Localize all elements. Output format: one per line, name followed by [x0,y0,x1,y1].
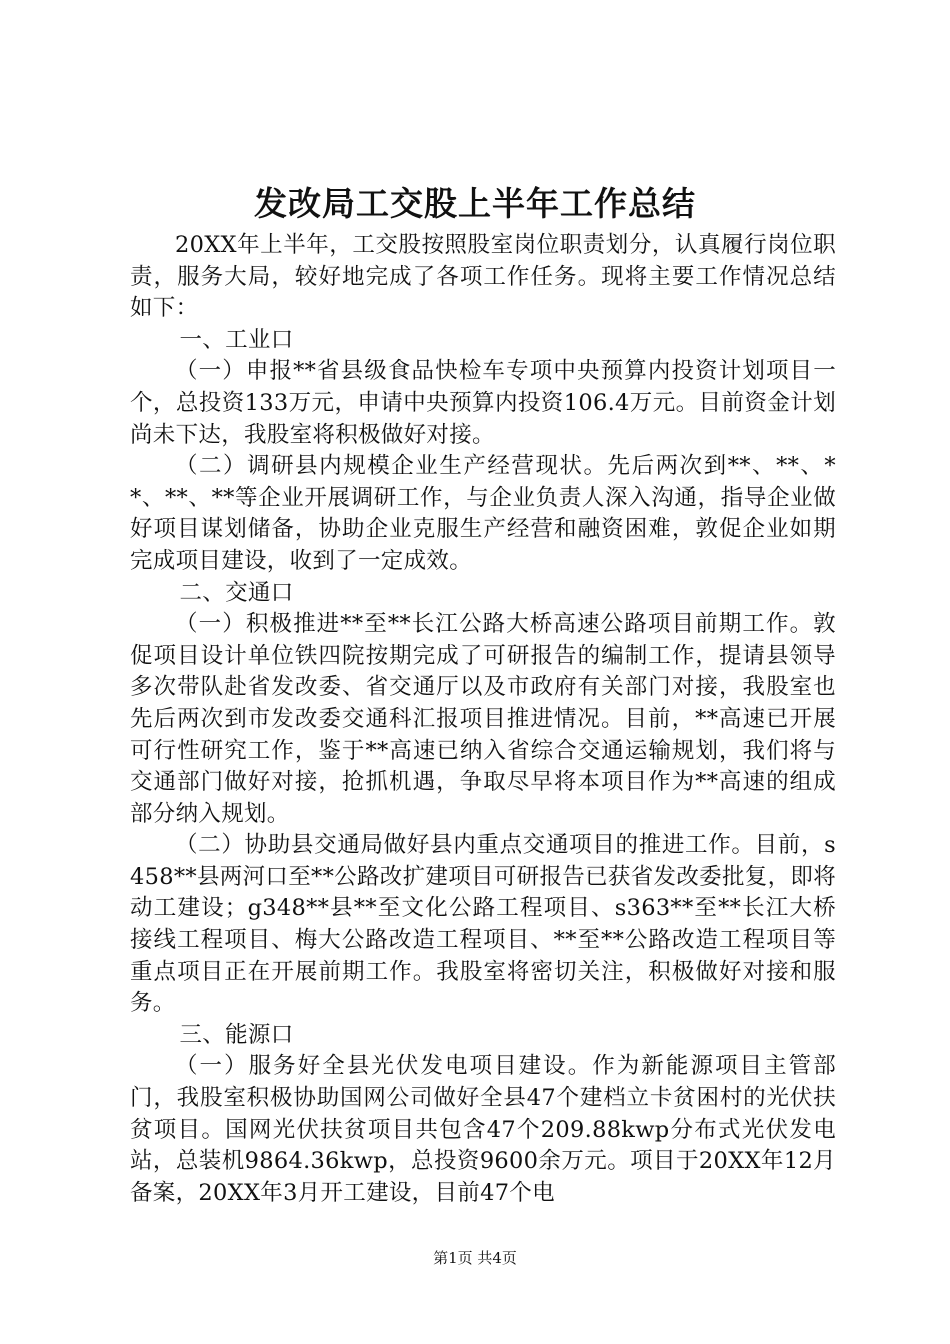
section-heading-transport: 二、交通口 [179,579,294,606]
document-body [130,230,836,1209]
document-title: 发改局工交股上半年工作总结 [254,184,696,223]
section-heading-industry: 一、工业口 [179,326,294,353]
industry-item-1: （一）申报**省县级食品快检车专项中央预算内投资计划项目一个，总投资133万元，申请中央预算内投资106.4万元。目前资金计划尚未下达，我股室将积极做好对接。 [130,358,836,448]
section-heading-energy: 三、能源口 [179,1021,294,1048]
page-footer: 第1页 共4页 [433,1249,517,1267]
transport-item-1: （一）积极推进**至**长江公路大桥高速公路项目前期工作。敦促项目设计单位铁四院按期完成了可研报告的编制工作，提请县领导多次带队赴省发改委、省交通厅以及市政府有关部门对接，我股室也先后两次到市发改委交通科汇报项目推进情况。目前，**高速已开展可行性研究工作，鉴于**高速已纳入省综合交通运输规划，我们将与交通部门做好对接，抢抓机遇，争取尽早将本项目作为**高速的组成部分纳入规划。 [130,611,836,827]
intro-paragraph: 20XX年上半年，工交股按照股室岗位职责划分，认真履行岗位职责，服务大局，较好地完成了各项工作任务。现将主要工作情况总结如下： [130,232,836,322]
industry-item-2: （二）调研县内规模企业生产经营现状。先后两次到**、**、**、**、**等企业开展调研工作，与企业负责人深入沟通，指导企业做好项目谋划储备，协助企业克服生产经营和融资困难，敦促企业如期完成项目建设，收到了一定成效。 [130,453,836,574]
energy-item-1: （一）服务好全县光伏发电项目建设。作为新能源项目主管部门，我股室积极协助国网公司做好全县47个建档立卡贫困村的光伏扶贫项目。国网光伏扶贫项目共包含47个209.88kwp分布式光伏发电站，总装机9864.36kwp，总投资9600余万元。项目于20XX年12月备案，20XX年3月开工建设，目前47个电 [130,1053,836,1206]
transport-item-2: （二）协助县交通局做好县内重点交通项目的推进工作。目前，s458**县两河口至**公路改扩建项目可研报告已获省发改委批复，即将动工建设；g348**县**至文化公路工程项目、s363**至**长江大桥接线工程项目、梅大公路改造工程项目、**至**公路改造工程项目等重点项目正在开展前期工作。我股室将密切关注，积极做好对接和服务。 [130,832,836,1017]
